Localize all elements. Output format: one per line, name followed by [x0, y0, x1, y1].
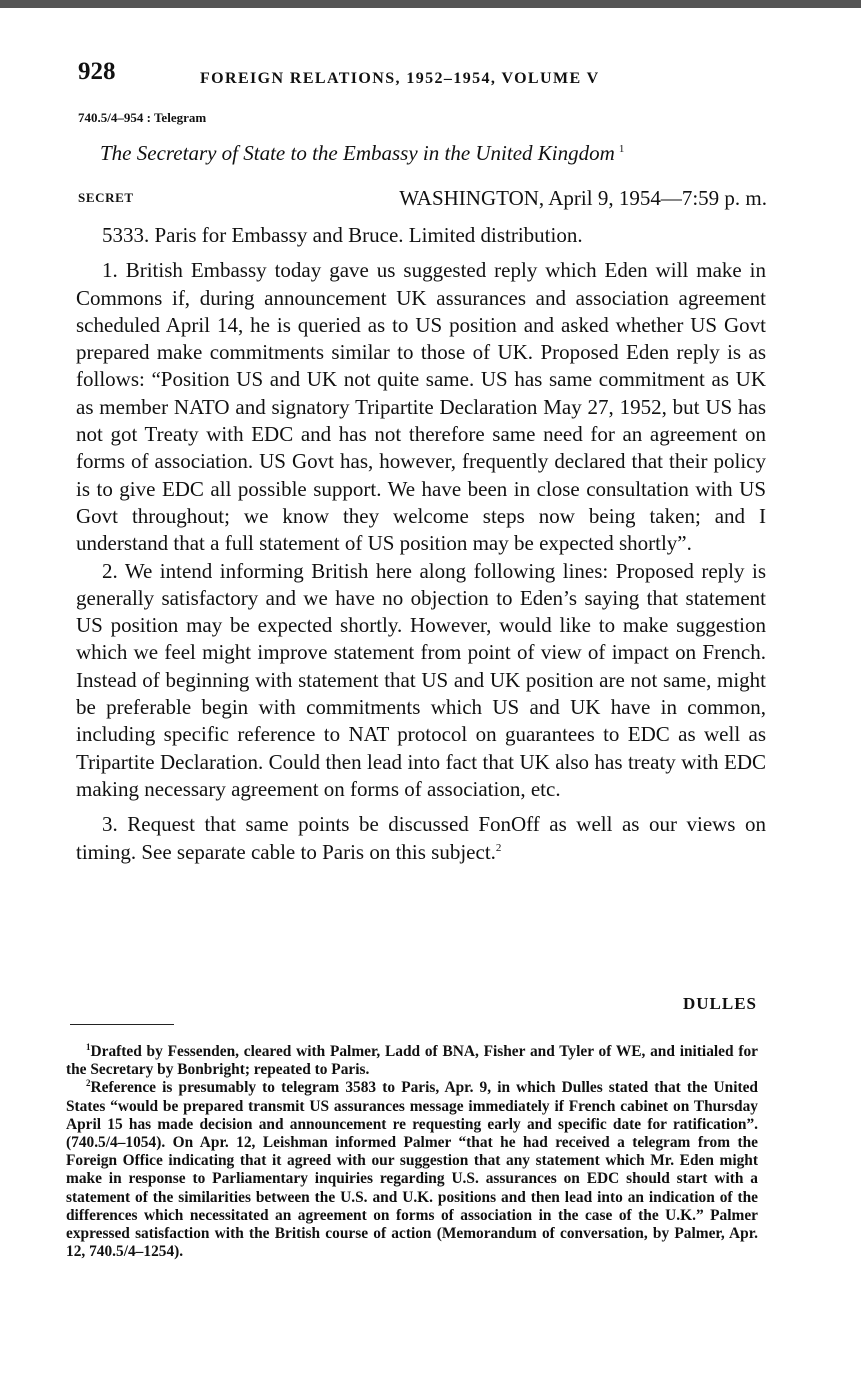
- classification-label: SECRET: [78, 190, 134, 205]
- paragraph-3-text: 3. Request that same points be discussed FonOff as well as our views on timing. See separate cable to Paris on this subject.: [76, 812, 766, 864]
- title-footnote-mark: 1: [618, 143, 625, 155]
- running-title: FOREIGN RELATIONS, 1952–1954, VOLUME V: [200, 70, 600, 87]
- footnote-2-mark: 2: [86, 1078, 91, 1089]
- footnote-1: [66, 1043, 758, 1079]
- paragraph-2: 2. We intend informing British here along following lines: Proposed reply is generally satisfactory and we have no objection to Eden’s saying that statement US position may be expected shortly. However, would like to make suggestion which we feel might improve statement from point of view of impact on French. Instead of beginning with statement that US and UK position are not same, might be preferable begin with commitments which US and UK have in common, including specific reference to NAT protocol on guarantees to EDC as well as Tripartite Declaration. Could then lead into fact that UK also has treaty with EDC making necessary agreement on forms of association, etc.: [76, 558, 766, 801]
- page-number: 928: [78, 58, 116, 85]
- document-title: [100, 141, 624, 166]
- footnote-2-text: Reference is presumably to telegram 3583 to Paris, Apr. 9, in which Dulles stated that the United States “would be prepared transmit US assurances message immediately if French cabinet on Thursday April 15 has made decision and announcement re requesting early and specific date for ratification”. (740.5/4–1054). On Apr. 12, Leishman informed Palmer “that he had received a telegram from the Foreign Office indicating that it agreed with our suggestion that any statement which Mr. Eden might make in response to Parliamentary inquiries regarding U.S. assurances on EDC should start with a statement of the similarities between the U.S. and U.K. positions and then lead into an indication of the differences which necessitated an agreement on forms of association in the case of the U.K.” Palmer expressed satisfaction with the British course of action (Memorandum of conversation, by Palmer, Apr. 12, 740.5/4–1254).: [66, 1079, 758, 1261]
- dateline: WASHINGTON, April 9, 1954—7:59 p. m.: [399, 186, 767, 210]
- footnotes: [66, 1043, 758, 1261]
- signature: DULLES: [682, 994, 757, 1013]
- footnote-1-mark: 1: [86, 1041, 91, 1052]
- document-title-text: The Secretary of State to the Embassy in the United Kingdom: [100, 141, 615, 165]
- paragraph-intro: 5333. Paris for Embassy and Bruce. Limited distribution.: [102, 223, 583, 247]
- footnote-divider: [70, 1024, 174, 1025]
- file-reference: 740.5/4–954 : Telegram: [78, 110, 207, 125]
- telegram-body: [76, 222, 766, 874]
- top-edge-rule: [0, 0, 861, 8]
- paragraph-3-footnote-mark: 2: [495, 841, 502, 854]
- running-head: [78, 58, 778, 98]
- paragraph-1: 1. British Embassy today gave us suggested reply which Eden will make in Commons if, during announcement UK assurances and association agreement scheduled April 14, he is queried as to US position and asked whether US Govt prepared make commitments similar to those of UK. Proposed Eden reply is as follows: “Position US and UK not quite same. US has same commitment as UK as member NATO and signatory Tripartite Declaration May 27, 1952, but US has not got Treaty with EDC and has not therefore same need for an agreement on forms of association. US Govt has, however, frequently declared that their policy is to give EDC all possible support. We have been in close consultation with US Govt throughout; we know they welcome steps now being taken; and I understand that a full statement of US position may be expected shortly”.: [76, 258, 766, 556]
- footnote-1-text: Drafted by Fessenden, cleared with Palmer, Ladd of BNA, Fisher and Tyler of WE, and initialed for the Secretary by Bonbright; repeated to Paris.: [66, 1043, 758, 1079]
- paragraph-3: [76, 811, 766, 866]
- footnote-2: [66, 1079, 758, 1261]
